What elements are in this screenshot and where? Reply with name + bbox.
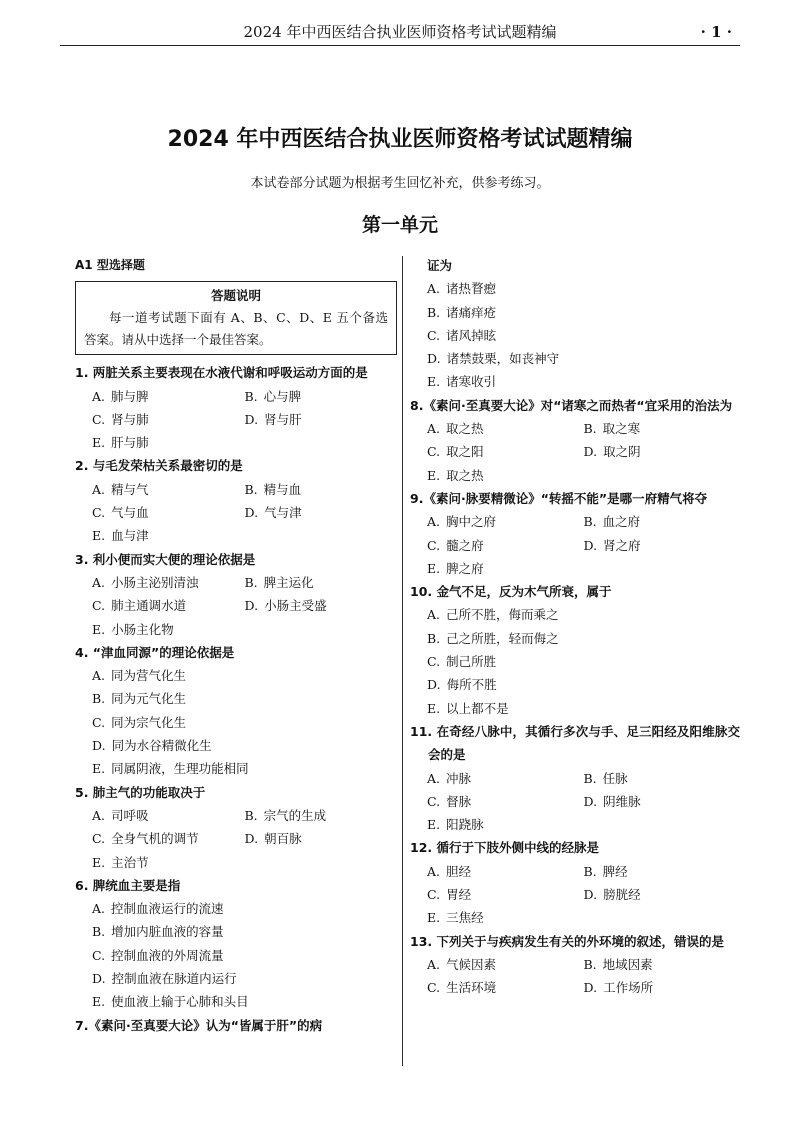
answer-option [92, 827, 245, 850]
answer-option [92, 524, 397, 547]
option-text: 阳跷脉 [446, 817, 484, 833]
option-letter: A. [427, 956, 441, 972]
option-text: 诸禁鼓栗，如丧神守 [446, 351, 560, 367]
option-letter: C. [427, 980, 441, 996]
answer-option [427, 417, 584, 440]
option-letter: C. [427, 887, 441, 903]
option-letter: E. [427, 910, 441, 926]
instructions-box [75, 281, 397, 355]
option-letter: C. [427, 793, 441, 809]
option-text: 取之阳 [446, 444, 484, 460]
option-text: 取之寒 [602, 421, 641, 437]
option-letter: B. [427, 630, 441, 646]
answer-option [427, 650, 740, 673]
answer-option [427, 790, 584, 813]
right-column [410, 254, 740, 1000]
option-text: 同为营气化生 [111, 668, 187, 684]
answer-option [584, 883, 741, 906]
answer-option [92, 711, 397, 734]
answer-option [427, 347, 740, 370]
option-letter: D. [244, 598, 259, 614]
answer-option [245, 385, 398, 408]
option-letter: A. [92, 901, 106, 917]
option-letter: C. [92, 411, 106, 427]
option-letter: B. [583, 956, 597, 972]
option-text: 全身气机的调节 [111, 831, 199, 847]
option-letter: E. [427, 700, 441, 716]
question-stem-continued: 证为 [427, 258, 453, 273]
option-text: 气候因素 [446, 956, 497, 972]
option-letter: C. [92, 714, 106, 730]
option-text: 司呼吸 [111, 807, 149, 823]
answer-option [92, 618, 397, 641]
option-letter: C. [427, 537, 441, 553]
option-text: 心与脾 [263, 388, 302, 404]
answer-option [92, 571, 245, 594]
option-letter: B. [244, 388, 258, 404]
option-letter: A. [427, 607, 441, 623]
answer-option [427, 370, 740, 393]
options-list [75, 478, 397, 548]
option-text: 血之府 [602, 514, 641, 530]
option-text: 肾与肺 [111, 411, 149, 427]
options-list [75, 664, 397, 780]
option-text: 胸中之府 [446, 514, 497, 530]
options-list [75, 804, 397, 874]
question [75, 548, 397, 641]
question-stem: 4. “津血同源”的理论依据是 [75, 644, 235, 660]
question [410, 394, 740, 487]
option-letter: B. [583, 770, 597, 786]
option-letter: D. [92, 971, 106, 987]
answer-option [427, 673, 740, 696]
option-text: 侮所不胜 [446, 677, 497, 693]
answer-option [427, 301, 740, 324]
question [410, 580, 740, 720]
answer-option [427, 277, 740, 300]
option-text: 肺与脾 [111, 388, 149, 404]
option-text: 控制血液的外周流量 [111, 947, 224, 963]
option-text: 胆经 [446, 863, 472, 879]
answer-option [245, 804, 398, 827]
option-letter: D. [244, 411, 259, 427]
running-header [60, 18, 740, 46]
option-text: 控制血液运行的流速 [111, 901, 224, 917]
answer-option [427, 953, 584, 976]
option-text: 以上都不是 [446, 700, 509, 716]
option-text: 小肠主受盛 [264, 598, 327, 614]
answer-option [92, 944, 397, 967]
answer-option [427, 627, 740, 650]
answer-option [427, 860, 584, 883]
answer-option [92, 851, 397, 874]
option-letter: C. [427, 327, 441, 343]
option-text: 肝与肺 [111, 435, 149, 451]
answer-option [92, 967, 397, 990]
option-letter: A. [92, 807, 106, 823]
option-text: 气与津 [264, 505, 302, 521]
option-text: 精与气 [111, 481, 149, 497]
options-list [410, 767, 740, 837]
answer-option [92, 897, 397, 920]
option-text: 使血液上输于心肺和头目 [111, 994, 249, 1010]
answer-option [92, 594, 245, 617]
page-number: · 1 · [700, 22, 732, 41]
options-list [410, 277, 740, 393]
answer-option [427, 883, 584, 906]
option-text: 地域因素 [602, 956, 653, 972]
option-text: 冲脉 [446, 770, 472, 786]
answer-option [584, 440, 741, 463]
answer-option [584, 534, 741, 557]
option-letter: E. [92, 994, 106, 1010]
option-letter: E. [92, 528, 106, 544]
answer-option [584, 790, 741, 813]
option-letter: E. [427, 374, 441, 390]
option-text: 同为元气化生 [111, 691, 187, 707]
question-stem: 1. 两脏关系主要表现在水液代谢和呼吸运动方面的是 [75, 365, 368, 381]
option-letter: B. [244, 574, 258, 590]
section-heading: A1 型选择题 [75, 258, 145, 272]
answer-option [584, 417, 741, 440]
option-letter: D. [583, 980, 598, 996]
answer-option [584, 953, 741, 976]
option-letter: C. [92, 505, 106, 521]
option-text: 三焦经 [446, 910, 484, 926]
options-list [410, 860, 740, 930]
option-letter: B. [244, 807, 258, 823]
answer-option [92, 804, 245, 827]
option-text: 督脉 [446, 793, 472, 809]
page-title: 2024 年中西医结合执业医师资格考试试题精编 [167, 127, 633, 152]
answer-option [92, 385, 245, 408]
question [75, 641, 397, 781]
answer-option [92, 408, 245, 431]
question [410, 720, 740, 836]
answer-option [427, 767, 584, 790]
option-letter: B. [92, 691, 106, 707]
option-text: 精与血 [263, 481, 302, 497]
option-letter: B. [583, 514, 597, 530]
option-text: 肾之府 [603, 537, 641, 553]
subtitle: 本试卷部分试题为根据考生回忆补充，供参考练习。 [250, 176, 550, 191]
answer-option [427, 324, 740, 347]
option-letter: E. [92, 435, 106, 451]
option-text: 血与津 [111, 528, 149, 544]
option-letter: A. [92, 668, 106, 684]
option-text: 诸热瞀瘛 [446, 281, 497, 297]
answer-option [427, 813, 740, 836]
question-stem: 3. 利小便而实大便的理论依据是 [75, 551, 256, 567]
answer-option [245, 827, 398, 850]
option-text: 脾之府 [446, 560, 484, 576]
option-text: 己所不胜，侮而乘之 [446, 607, 559, 623]
answer-option [427, 976, 584, 999]
option-text: 诸风掉眩 [446, 327, 497, 343]
question-stem: 13. 下列关于与疾病发生有关的外环境的叙述，错误的是 [410, 933, 724, 949]
answer-option [92, 431, 397, 454]
option-text: 小肠主泌别清浊 [111, 574, 199, 590]
option-text: 增加内脏血液的容量 [111, 924, 224, 940]
unit-heading: 第一单元 [361, 214, 438, 236]
options-list [75, 571, 397, 641]
question [75, 781, 397, 874]
option-letter: A. [92, 574, 106, 590]
option-letter: B. [244, 481, 258, 497]
option-text: 宗气的生成 [263, 807, 327, 823]
instructions-title: 答题说明 [210, 288, 261, 304]
option-text: 取之热 [446, 467, 484, 483]
question-stem: 8.《素问·至真要大论》对“诸寒之而热者“宜采用的治法为 [410, 397, 733, 413]
option-text: 己之所胜，轻而侮之 [446, 630, 559, 646]
options-list [410, 953, 740, 1000]
answer-option [427, 697, 740, 720]
answer-option [427, 510, 584, 533]
option-letter: D. [244, 831, 259, 847]
option-text: 诸痛痒疮 [446, 304, 497, 320]
answer-option [584, 510, 741, 533]
left-column [75, 254, 397, 1037]
answer-option [92, 757, 397, 780]
option-letter: A. [427, 770, 441, 786]
question-stem: 5. 肺主气的功能取决于 [75, 784, 206, 800]
option-text: 肺主通调水道 [111, 598, 187, 614]
question [410, 930, 740, 1000]
option-text: 生活环境 [446, 980, 497, 996]
option-letter: C. [92, 831, 106, 847]
option-letter: B. [427, 304, 441, 320]
question-stem: 10. 金气不足，反为木气所衰，属于 [410, 584, 612, 600]
answer-option [245, 571, 398, 594]
option-letter: C. [92, 598, 106, 614]
option-letter: E. [92, 854, 106, 870]
option-letter: C. [92, 947, 106, 963]
answer-option [245, 478, 398, 501]
answer-option [427, 440, 584, 463]
option-letter: E. [92, 621, 106, 637]
answer-option [584, 767, 741, 790]
option-letter: D. [244, 505, 259, 521]
option-text: 肾与肝 [264, 411, 302, 427]
answer-option [92, 920, 397, 943]
question-stem: 2. 与毛发荣枯关系最密切的是 [75, 458, 243, 474]
option-letter: D. [427, 677, 441, 693]
question [75, 454, 397, 547]
option-letter: A. [427, 514, 441, 530]
option-letter: B. [583, 863, 597, 879]
question-stem: 6. 脾统血主要是指 [75, 877, 181, 893]
question [410, 836, 740, 929]
answer-option [92, 687, 397, 710]
answer-option [92, 501, 245, 524]
option-letter: D. [583, 444, 598, 460]
question-stem: 12. 循行于下肢外侧中线的经脉是 [410, 840, 599, 856]
option-letter: B. [92, 924, 106, 940]
option-text: 阴维脉 [603, 793, 641, 809]
answer-option [92, 734, 397, 757]
option-letter: E. [92, 761, 106, 777]
options-list [75, 897, 397, 1013]
option-letter: D. [583, 793, 598, 809]
option-text: 脾主运化 [263, 574, 314, 590]
question [75, 1014, 397, 1037]
option-letter: D. [583, 887, 598, 903]
option-text: 主治节 [111, 854, 149, 870]
option-letter: A. [427, 863, 441, 879]
option-text: 控制血液在脉道内运行 [111, 971, 237, 987]
option-letter: E. [427, 560, 441, 576]
answer-option [427, 534, 584, 557]
option-text: 同属阴液，生理功能相同 [111, 761, 249, 777]
question-stem: 11. 在奇经八脉中，其循行多次与手、足三阳经及阳维脉交会的是 [410, 723, 740, 763]
option-text: 诸寒收引 [446, 374, 497, 390]
answer-option [245, 594, 398, 617]
answer-option [427, 603, 740, 626]
option-text: 髓之府 [446, 537, 484, 553]
question-continued [410, 254, 740, 394]
question [75, 874, 397, 1014]
answer-option [427, 557, 740, 580]
option-letter: A. [427, 281, 441, 297]
option-text: 制己所胜 [446, 654, 497, 670]
answer-option [584, 860, 741, 883]
answer-option [427, 464, 740, 487]
answer-option [245, 408, 398, 431]
option-text: 小肠主化物 [111, 621, 174, 637]
option-letter: B. [583, 421, 597, 437]
options-list [410, 603, 740, 719]
answer-option [92, 990, 397, 1013]
option-text: 胃经 [446, 887, 472, 903]
options-list [410, 510, 740, 580]
option-text: 同为宗气化生 [111, 714, 187, 730]
option-letter: A. [92, 388, 106, 404]
answer-option [245, 501, 398, 524]
option-letter: A. [427, 421, 441, 437]
option-text: 任脉 [602, 770, 628, 786]
options-list [410, 417, 740, 487]
option-letter: D. [92, 738, 106, 754]
question [410, 487, 740, 580]
answer-option [92, 478, 245, 501]
question-stem: 7.《素问·至真要大论》认为“皆属于肝”的病 [75, 1017, 323, 1033]
answer-option [584, 976, 741, 999]
question [75, 361, 397, 454]
column-divider [402, 256, 403, 1066]
option-letter: E. [427, 817, 441, 833]
instructions-body: 每一道考试题下面有 A、B、C、D、E 五个备选答案。请从中选择一个最佳答案。 [84, 310, 388, 348]
option-letter: C. [427, 444, 441, 460]
option-text: 膀胱经 [603, 887, 641, 903]
option-letter: D. [427, 351, 441, 367]
option-letter: E. [427, 467, 441, 483]
question-stem: 9.《素问·脉要精微论》“转摇不能”是哪一府精气将夺 [410, 490, 708, 506]
option-letter: A. [92, 481, 106, 497]
option-text: 朝百脉 [264, 831, 302, 847]
running-title: 2024 年中西医结合执业医师资格考试试题精编 [243, 23, 557, 41]
answer-option [92, 664, 397, 687]
option-text: 工作场所 [603, 980, 654, 996]
option-letter: C. [427, 654, 441, 670]
option-text: 气与血 [111, 505, 149, 521]
option-text: 同为水谷精微化生 [111, 738, 212, 754]
option-text: 取之热 [446, 421, 484, 437]
option-letter: D. [583, 537, 598, 553]
options-list [75, 385, 397, 455]
option-text: 取之阴 [603, 444, 641, 460]
option-text: 脾经 [602, 863, 628, 879]
answer-option [427, 906, 740, 929]
